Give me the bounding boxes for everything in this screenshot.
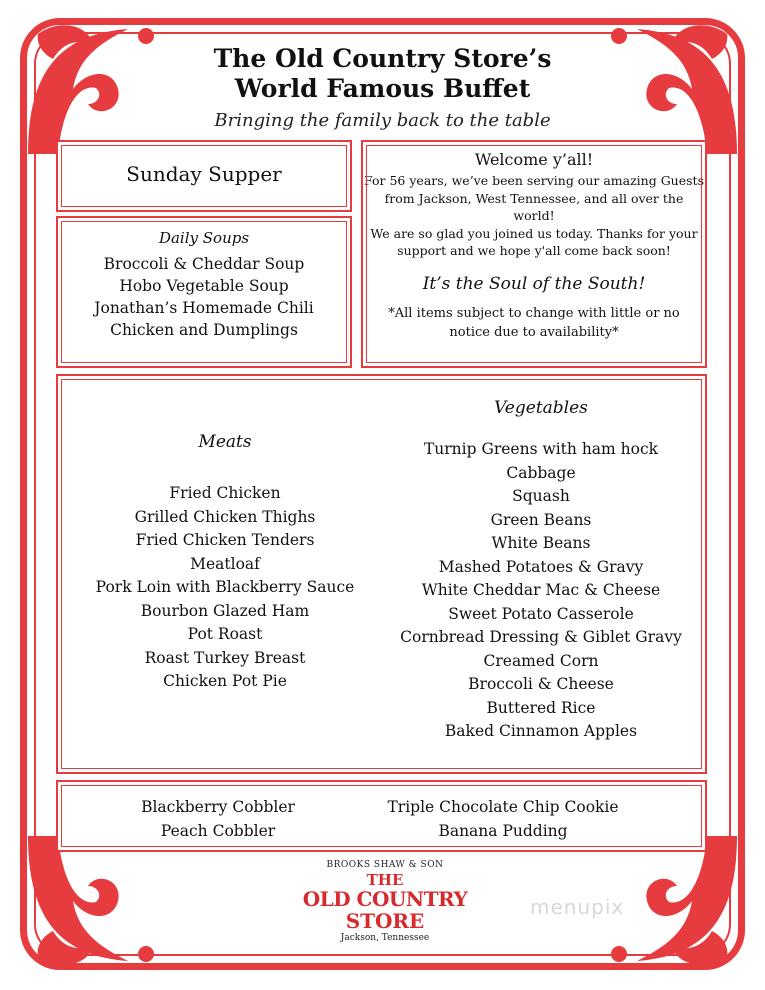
vegetable-item: Cabbage <box>506 463 576 482</box>
vegetable-item: Green Beans <box>490 510 592 529</box>
soup-item: Broccoli & Cheddar Soup <box>103 255 305 273</box>
soup-item: Hobo Vegetable Soup <box>119 277 289 295</box>
desserts-box <box>56 780 707 852</box>
vegetable-item: Squash <box>512 487 570 505</box>
soups-heading: Daily Soups <box>158 229 250 247</box>
meat-item: Chicken Pot Pie <box>163 672 287 690</box>
watermark: menupix <box>530 895 625 919</box>
desserts-left <box>98 796 338 843</box>
logo-the: THE <box>366 871 404 889</box>
logo-line-1: OLD COUNTRY <box>302 887 468 911</box>
welcome-line: support and we hope y'all come back soon! <box>397 243 671 258</box>
vegetable-item: Buttered Rice <box>486 698 596 717</box>
welcome-heading: Welcome y’all! <box>474 150 594 169</box>
logo-location: Jackson, Tennessee <box>340 933 430 943</box>
vegetable-item: Mashed Potatoes & Gravy <box>438 557 644 576</box>
meat-item: Fried Chicken Tenders <box>135 531 315 549</box>
page-title <box>130 44 635 104</box>
welcome-line: For 56 years, we’ve been serving our amazing Guests <box>364 173 704 188</box>
logo-line-2: STORE <box>345 909 425 933</box>
notice-line: *All items subject to change with little or no <box>388 305 680 321</box>
vegetables-section <box>388 398 694 744</box>
welcome-line: We are so glad you joined us today. Thanks for your <box>370 225 698 241</box>
meat-item: Fried Chicken <box>169 484 281 502</box>
notice-line: notice due to availability* <box>449 324 619 340</box>
logo-top-text: BROOKS SHAW & SON <box>326 860 444 870</box>
meats-list <box>72 482 378 694</box>
vegetable-item: Broccoli & Cheese <box>468 675 614 693</box>
vegetables-list <box>388 438 694 744</box>
store-logo <box>300 860 470 950</box>
meat-item: Pot Roast <box>187 625 263 643</box>
welcome-box <box>361 140 707 368</box>
slogan: It’s the Soul of the South! <box>422 273 646 294</box>
soups-list <box>58 253 350 341</box>
vegetable-item: White Beans <box>491 534 591 552</box>
meats-heading: Meats <box>198 432 252 452</box>
soup-item: Chicken and Dumplings <box>110 321 298 339</box>
vegetable-item: Turnip Greens with ham hock <box>423 440 659 458</box>
meat-item: Roast Turkey Breast <box>144 648 306 667</box>
vegetable-item: Sweet Potato Casserole <box>448 604 634 623</box>
main-menu-box <box>56 374 707 774</box>
welcome-text <box>363 172 705 260</box>
menu-day-label: Sunday Supper <box>126 162 282 186</box>
welcome-line: from Jackson, West Tennessee, and all over the <box>384 190 684 206</box>
soup-item: Jonathan’s Homemade Chili <box>94 299 314 317</box>
vegetable-item: Cornbread Dressing & Giblet Gravy <box>400 628 682 646</box>
welcome-line: world! <box>513 208 555 223</box>
soups-box <box>56 216 352 368</box>
vegetable-item: Creamed Corn <box>483 651 599 670</box>
desserts-right <box>358 796 648 843</box>
meat-item: Grilled Chicken Thighs <box>134 507 316 526</box>
meat-item: Bourbon Glazed Ham <box>140 601 310 620</box>
menu-day-box <box>56 140 352 212</box>
title-line-1: The Old Country Store’s <box>213 44 552 73</box>
meats-section <box>72 432 378 694</box>
vegetables-heading: Vegetables <box>494 398 588 418</box>
meat-item: Meatloaf <box>190 554 260 573</box>
dessert-item: Peach Cobbler <box>160 821 276 840</box>
dessert-item: Blackberry Cobbler <box>141 798 295 816</box>
availability-notice <box>363 304 705 342</box>
vegetable-item: White Cheddar Mac & Cheese <box>421 581 661 599</box>
dessert-item: Banana Pudding <box>438 821 568 840</box>
title-line-2: World Famous Buffet <box>234 74 531 103</box>
dessert-item: Triple Chocolate Chip Cookie <box>387 798 619 816</box>
meat-item: Pork Loin with Blackberry Sauce <box>95 578 355 596</box>
tagline: Bringing the family back to the table <box>214 110 551 131</box>
vegetable-item: Baked Cinnamon Apples <box>444 722 638 740</box>
